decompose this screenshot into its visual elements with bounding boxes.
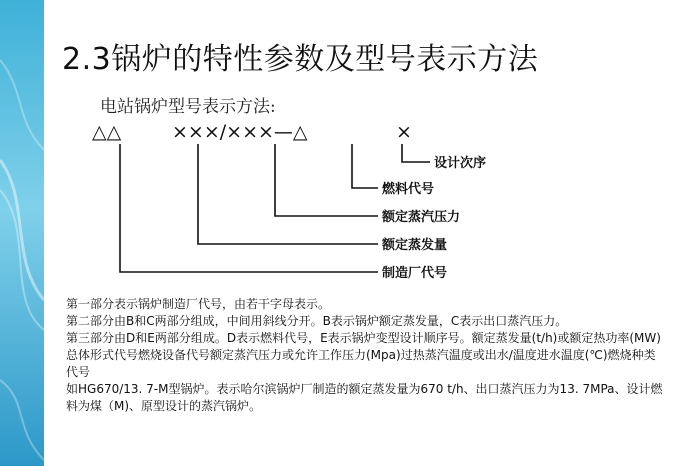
- connector-rated-pressure: [275, 144, 378, 216]
- code-group-1: △△: [92, 121, 122, 143]
- connector-rated-evaporation: [198, 144, 378, 244]
- label-rated-pressure: 额定蒸汽压力: [382, 210, 461, 225]
- description-text: [66, 296, 666, 415]
- paragraph-part-two: 第二部分由B和C两部分组成，中间用斜线分开。B表示锅炉额定蒸发量，C表示出口蒸汽压力。: [66, 314, 568, 328]
- connector-fuel-code: [352, 144, 378, 188]
- code-group-2: ×××/×××—△: [172, 121, 308, 143]
- model-code-diagram: [80, 118, 550, 290]
- connector-design-sequence: [402, 144, 430, 162]
- label-rated-evaporation: 额定蒸发量: [382, 238, 448, 253]
- label-design-sequence: 设计次序: [434, 156, 487, 171]
- label-fuel-code: 燃料代号: [382, 182, 435, 197]
- subtitle: 电站锅炉型号表示方法:: [100, 97, 276, 117]
- wave-decoration: [0, 0, 44, 466]
- paragraph-example: 如HG670/13. 7-M型锅炉。表示哈尔滨锅炉厂制造的额定蒸发量为670 t/h、出口蒸汽压力为13. 7MPa、设计燃料为煤（M)、原型设计的蒸汽锅炉。: [66, 382, 663, 413]
- paragraph-part-one: 第一部分表示锅炉制造厂代号，由若干字母表示。: [66, 297, 331, 311]
- decorative-side-band: [0, 0, 44, 466]
- code-group-3: ×: [396, 121, 412, 143]
- label-manufacturer-code: 制造厂代号: [382, 266, 448, 281]
- slide-title: 2.3锅炉的特性参数及型号表示方法: [62, 42, 539, 77]
- connector-manufacturer: [120, 144, 378, 272]
- paragraph-part-three: 第三部分由D和E两部分组成。D表示燃料代号，E表示锅炉变型设计顺序号。额定蒸发量(t/h)或额定热功率(MW)总体形式代号燃烧设备代号额定蒸汽压力或允许工作压力(Mpa)过热蒸汽温度或出水/温度进水温度(℃)燃烧种类代号: [66, 331, 661, 379]
